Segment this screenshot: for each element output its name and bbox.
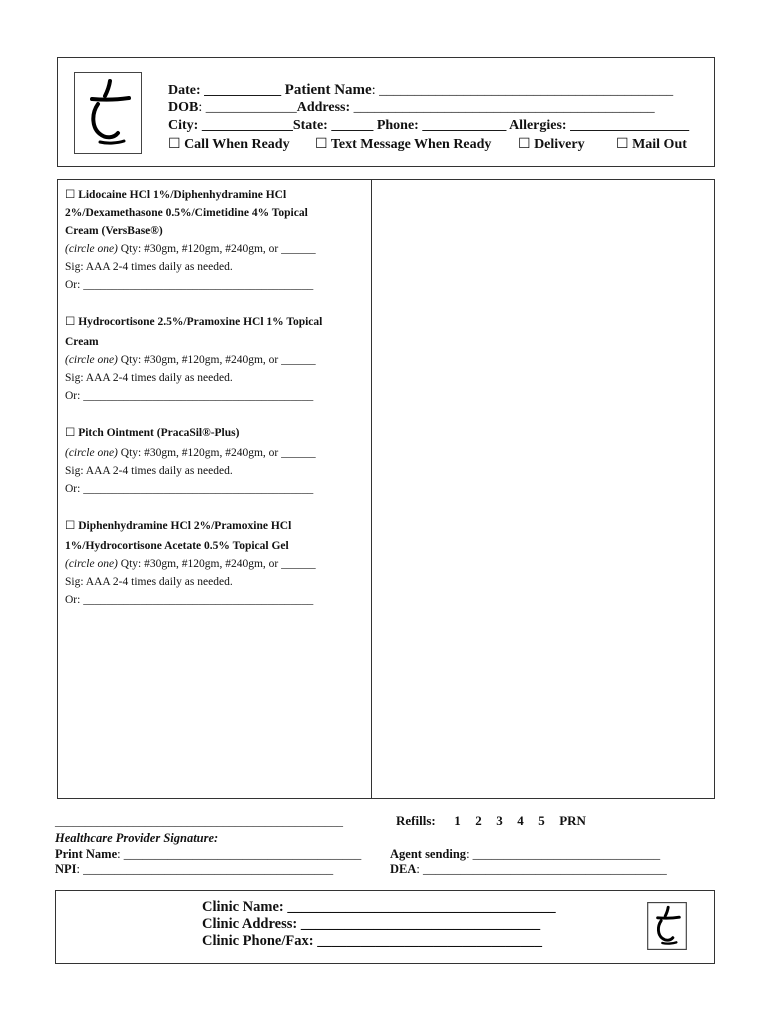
dob-address-row <box>168 99 655 117</box>
refill-option-5[interactable]: 5 <box>538 813 545 828</box>
option-label: Mail Out <box>632 137 687 152</box>
phone-label: Phone: <box>376 118 419 133</box>
dob-label: DOB <box>168 100 199 115</box>
refills-label: Refills: <box>396 813 436 828</box>
circle-one-label: (circle one) <box>65 447 118 459</box>
agent-sending-field[interactable] <box>390 847 660 862</box>
checkbox-icon[interactable]: ☐ <box>65 520 76 532</box>
refills-row <box>396 813 586 829</box>
option-call-when-ready[interactable] <box>168 136 290 154</box>
rx-sig-line: Sig: AAA 2-4 times daily as needed. <box>65 576 233 588</box>
clinic-name-blank[interactable]: _____________________________________ <box>283 899 556 915</box>
clinic-name-label: Clinic Name: <box>202 899 284 915</box>
rx-item-hydrocortisone <box>65 313 322 405</box>
rx-item-lidocaine <box>65 186 316 294</box>
state-blank[interactable]: ______ <box>327 118 374 133</box>
agent-blank[interactable]: : ______________________________ <box>466 847 661 861</box>
patient-header-box <box>57 57 715 167</box>
rx-item-title-line: 1%/Hydrocortisone Acetate 0.5% Topical Gel <box>65 540 289 552</box>
allergies-blank[interactable]: _________________ <box>566 118 690 133</box>
dea-blank[interactable]: : _______________________________________ <box>416 862 667 876</box>
rx-item-title[interactable]: ☐ Diphenhydramine HCl 2%/Pramoxine HCl <box>65 520 292 532</box>
mortar-pestle-logo <box>74 72 142 154</box>
rx-list-box <box>57 179 715 799</box>
dea-label: DEA <box>390 862 417 876</box>
circle-one-label: (circle one) <box>65 354 118 366</box>
rx-or-line[interactable]: Or: ________________________________________ <box>65 483 314 495</box>
agent-label: Agent sending <box>390 847 467 861</box>
signature-label: Healthcare Provider Signature: <box>55 831 219 845</box>
print-name-label: Print Name <box>55 847 118 861</box>
refill-option-prn[interactable]: PRN <box>559 813 586 828</box>
checkbox-icon[interactable]: ☐ <box>168 137 181 152</box>
option-text-message[interactable] <box>315 136 491 154</box>
rx-or-line[interactable]: Or: ________________________________________ <box>65 594 314 606</box>
rx-sig-line: Sig: AAA 2-4 times daily as needed. <box>65 261 233 273</box>
rx-item-title[interactable]: ☐ Pitch Ointment (PracaSil®-Plus) <box>65 427 240 439</box>
npi-label: NPI <box>55 862 77 876</box>
signature-line[interactable]: ________________________________________________ <box>55 814 343 828</box>
print-name-field[interactable] <box>55 847 361 862</box>
clinic-address-blank[interactable]: _________________________________ <box>297 916 541 932</box>
option-delivery[interactable] <box>518 136 585 154</box>
checkbox-icon[interactable]: ☐ <box>65 427 76 439</box>
option-mail-out[interactable] <box>616 136 687 154</box>
option-label: Text Message When Ready <box>330 137 492 152</box>
clinic-phone-field[interactable] <box>202 933 542 950</box>
rx-qty-line[interactable]: (circle one) Qty: #30gm, #120gm, #240gm, or ______ <box>65 558 316 570</box>
refill-option-4[interactable]: 4 <box>517 813 524 828</box>
address-label: Address: <box>296 100 351 115</box>
city-label: City: <box>168 118 199 133</box>
phone-blank[interactable]: ____________ <box>418 118 507 133</box>
rx-item-title[interactable]: ☐ Lidocaine HCl 1%/Diphenhydramine HCl <box>65 189 287 201</box>
npi-field[interactable] <box>55 862 333 877</box>
clinic-info-box <box>55 890 715 964</box>
rx-qty-line[interactable]: (circle one) Qty: #30gm, #120gm, #240gm, or ______ <box>65 243 316 255</box>
rx-or-line[interactable]: Or: ________________________________________ <box>65 390 314 402</box>
rx-item-title-line: 2%/Dexamethasone 0.5%/Cimetidine 4% Topical <box>65 207 308 219</box>
circle-one-label: (circle one) <box>65 243 118 255</box>
rx-sig-line: Sig: AAA 2-4 times daily as needed. <box>65 465 233 477</box>
option-label: Delivery <box>534 137 585 152</box>
dea-field[interactable] <box>390 862 667 877</box>
circle-one-label: (circle one) <box>65 558 118 570</box>
clinic-name-field[interactable] <box>202 899 556 916</box>
refill-option-3[interactable]: 3 <box>496 813 503 828</box>
clinic-address-label: Clinic Address: <box>202 916 298 932</box>
npi-blank[interactable]: : ________________________________________ <box>76 862 334 876</box>
checkbox-icon[interactable]: ☐ <box>65 316 76 328</box>
rx-item-title-line: Cream (VersBase®) <box>65 225 163 237</box>
checkbox-icon[interactable]: ☐ <box>616 137 629 152</box>
patient-name-blank[interactable]: : __________________________________________ <box>371 83 674 98</box>
date-field[interactable] <box>168 81 673 100</box>
address-blank[interactable]: ___________________________________________ <box>350 100 655 115</box>
rx-qty-line[interactable]: (circle one) Qty: #30gm, #120gm, #240gm, or ______ <box>65 447 316 459</box>
rx-item-diphenhydramine <box>65 517 316 609</box>
print-name-blank[interactable]: : ______________________________________ <box>117 847 362 861</box>
allergies-label: Allergies: <box>509 118 567 133</box>
city-blank[interactable]: _____________ <box>198 118 293 133</box>
refill-option-1[interactable]: 1 <box>454 813 461 828</box>
checkbox-icon[interactable]: ☐ <box>518 137 531 152</box>
rx-item-pitch-ointment <box>65 424 316 498</box>
rx-qty-line[interactable]: (circle one) Qty: #30gm, #120gm, #240gm, or ______ <box>65 354 316 366</box>
column-divider <box>371 180 372 798</box>
checkbox-icon[interactable]: ☐ <box>65 189 76 201</box>
clinic-phone-blank[interactable]: _______________________________ <box>313 933 542 949</box>
mortar-pestle-logo <box>647 902 687 950</box>
rx-item-title-line: Cream <box>65 336 99 348</box>
dob-blank[interactable]: : _____________ <box>198 100 297 115</box>
date-blank[interactable]: ___________ <box>204 83 282 98</box>
rx-or-line[interactable]: Or: ________________________________________ <box>65 279 314 291</box>
rx-sig-line: Sig: AAA 2-4 times daily as needed. <box>65 372 233 384</box>
clinic-phone-label: Clinic Phone/Fax: <box>202 933 314 949</box>
patient-name-label: Patient Name <box>284 82 372 98</box>
rx-item-title[interactable]: ☐ Hydrocortisone 2.5%/Pramoxine HCl 1% Topical <box>65 316 323 328</box>
city-state-row <box>168 117 689 135</box>
state-label: State: <box>292 118 328 133</box>
checkbox-icon[interactable]: ☐ <box>315 137 328 152</box>
refill-option-2[interactable]: 2 <box>475 813 482 828</box>
clinic-address-field[interactable] <box>202 916 540 933</box>
date-label: Date: <box>168 83 201 98</box>
option-label: Call When Ready <box>184 137 290 152</box>
